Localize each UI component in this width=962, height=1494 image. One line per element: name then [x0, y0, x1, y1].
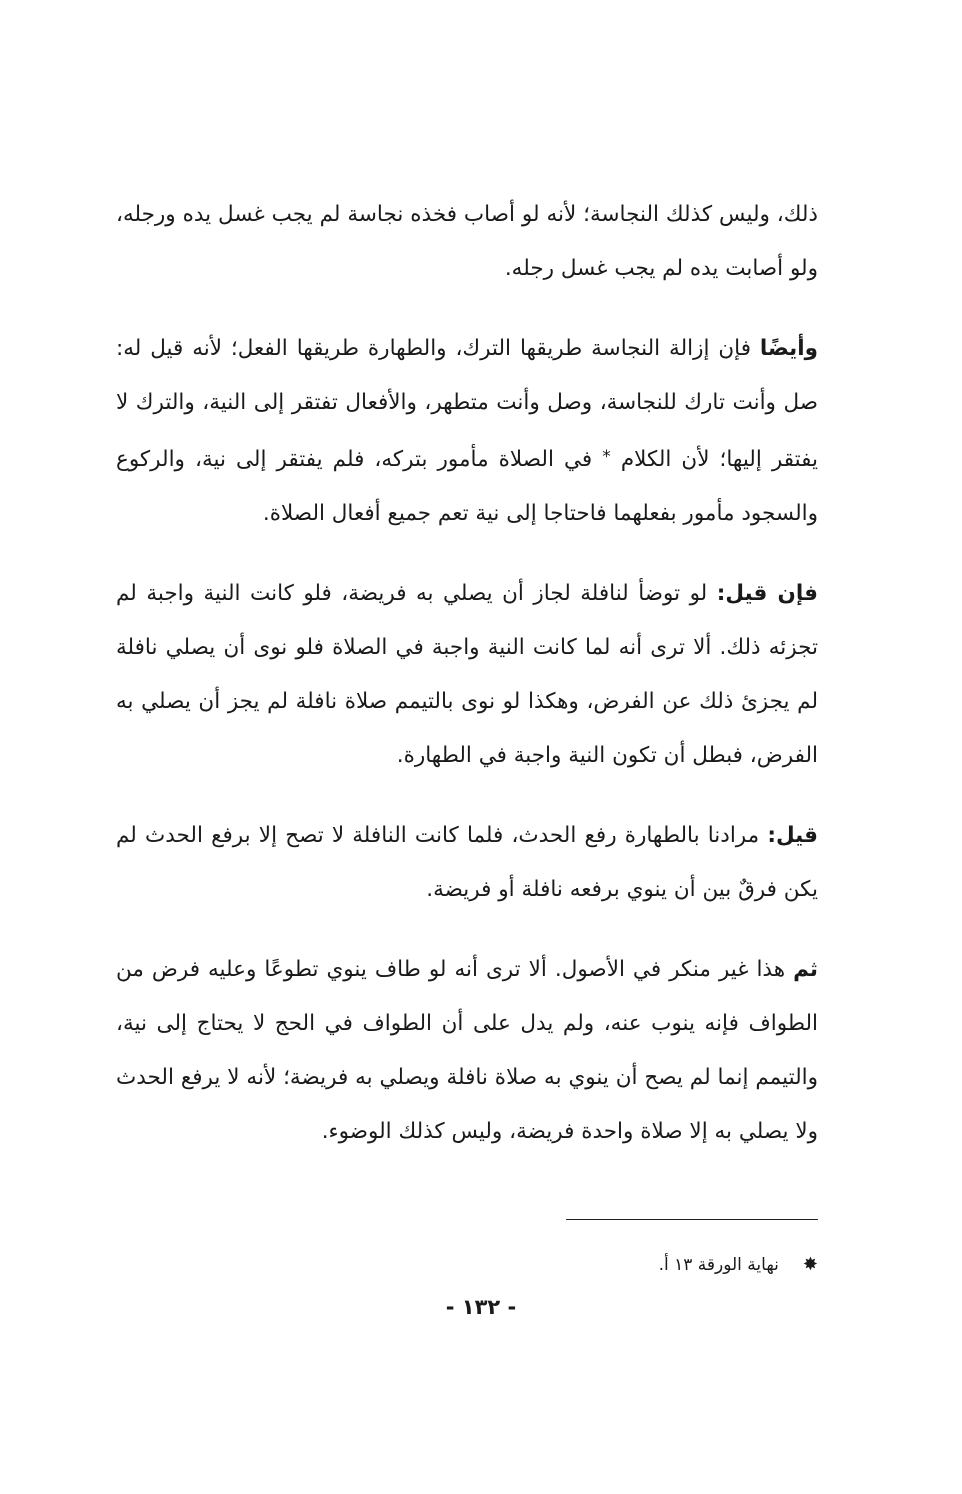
footnote — [659, 1251, 818, 1279]
paragraph-2-lead: وأيضًا — [759, 336, 818, 361]
paragraph-3-text: لو توضأ لنافلة لجاز أن يصلي به فريضة، فلو كانت النية واجبة لم تجزئه ذلك. ألا ترى أنه لما كانت النية واجبة في الصلاة فلو نوى أن يصلي نافلة لم يجزئ ذلك عن الفرض، وهكذا لو نوى بالتيمم صلاة نافلة لم يجز أن يصلي به الفرض، فبطل أن تكون النية واجبة في الطهارة. — [116, 581, 818, 768]
page-number: - ١٣٢ - — [445, 1295, 517, 1319]
footnote-text: نهاية الورقة ١٣ أ. — [658, 1255, 779, 1275]
paragraph-2-text-b: في الصلاة مأمور بتركه، فلم يفتقر إلى نية، والركوع والسجود مأمور بفعلهما فاحتاجا إلى نية تعم جميع أفعال الصلاة. — [116, 447, 818, 526]
paragraph-3-lead: فإن قيل: — [716, 581, 818, 606]
paragraph-5 — [116, 943, 818, 1159]
paragraph-3 — [116, 567, 818, 783]
paragraph-5-text: هذا غير منكر في الأصول. ألا ترى أنه لو طاف ينوي تطوعًا وعليه فرض من الطواف فإنه ينوب عنه، ولم يدل على أن الطواف في الحج لا يحتاج إلى نية، والتيمم إنما لم يصح أن ينوي به صلاة نافلة ويصلي به فريضة؛ لأنه لا يرفع الحدث ولا يصلي به إلا صلاة واحدة فريضة، وليس كذلك الوضوء. — [116, 957, 818, 1144]
paragraph-1-text: ذلك، وليس كذلك النجاسة؛ لأنه لو أصاب فخذه نجاسة لم يجب غسل يده ورجله، ولو أصابت يده لم يجب غسل رجله. — [116, 202, 818, 281]
main-text — [116, 188, 818, 1185]
paragraph-2 — [116, 322, 818, 541]
footnote-reference-marker: * — [602, 447, 611, 467]
paragraph-4-text: مرادنا بالطهارة رفع الحدث، فلما كانت النافلة لا تصح إلا برفع الحدث لم يكن فرقٌ بين أن ينوي برفعه نافلة أو فريضة. — [116, 823, 818, 902]
paragraph-1 — [116, 188, 818, 296]
footnote-star-icon: ✸ — [802, 1254, 818, 1275]
paragraph-2-text-a: فإن إزالة النجاسة طريقها الترك، والطهارة طريقها الفعل؛ لأنه قيل له: صل وأنت تارك للنجاسة، وصل وأنت متطهر، والأفعال تفتقر إلى النية، والترك لا يفتقر إليها؛ لأن الكلام — [116, 336, 818, 472]
paragraph-4-lead: قيل: — [767, 823, 818, 848]
paragraph-4 — [116, 809, 818, 917]
paragraph-5-lead: ثم — [793, 957, 818, 982]
footnote-divider — [566, 1219, 818, 1220]
